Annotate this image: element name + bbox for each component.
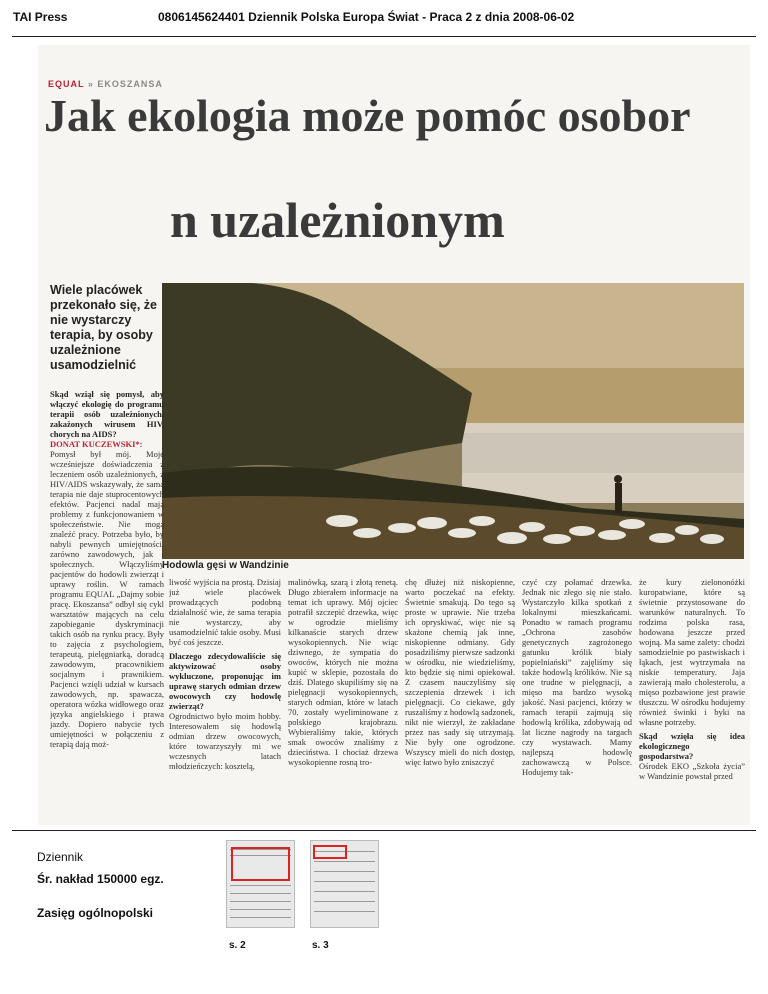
section-separator: »: [84, 79, 98, 89]
lead-text: Wiele placówek przekonało się, że nie wystarczy terapia, by osoby uzależnione usamodzielnić: [50, 283, 157, 372]
headline-line-2: n uzależnionym: [170, 192, 505, 248]
section-brand: EQUAL: [48, 79, 85, 89]
article-column-5: [522, 577, 632, 821]
reach: Zasięg ogólnopolski: [37, 906, 154, 920]
circulation: Śr. nakład 150000 egz.: [37, 872, 164, 886]
interview-question-1: Skąd wziął się pomysł, aby włączyć ekologię do programu terapii osób uzależnionych, zakażonych wirusem HIV, chorych na AIDS?: [50, 389, 164, 439]
interviewee-name: DONAT KUCZEWSKI*:: [50, 439, 143, 449]
photo-caption: Hodowla gęsi w Wandzinie: [162, 560, 289, 571]
geese-photo: [162, 283, 744, 559]
column-2-text-2: Ogrodnictwo było moim hobby. Interesowałem się hodowlą odmian drzew owocowych, które towarzyszyły mi we wczesnych latach młodzieńczych: kosztelą,: [169, 711, 281, 771]
column-5-text: czyć czy połamać drzewka. Jednak nic złego się nie stało. Wystarczyło kilka spotkań z lokalnymi mieszkańcami. Ponadto w ramach programu „Ochrona zasobów genetycznych zagrożonego gatunku królik biały popielniański” zajęliśmy się także hodowlą królików. Nie są one trudne w pielęgnacji, a mięso ma bardzo wysoką jakość. Nasi pacjenci, którzy w ramach terapii zajmują się hodowlą królika, zdobywają od lat liczne nagrody na targach czy wystawach. Mamy najlepszą hodowlę zachowawczą w Polsce. Hodujemy tak-: [522, 577, 632, 777]
section-name: EKOSZANSA: [97, 79, 163, 89]
footer-rule: [12, 830, 756, 831]
publication-type: Dziennik: [37, 850, 84, 864]
article-column-4: [405, 577, 515, 821]
interview-question-3: Skąd wzięła się idea ekologicznego gospodarstwa?: [639, 731, 745, 761]
article-column-2: [169, 577, 281, 821]
article-highlight-mark: [313, 845, 347, 859]
column-6-text-2: Ośrodek EKO „Szkoła życia” w Wandzinie powstał przed: [639, 761, 745, 781]
page-label-3: s. 3: [312, 940, 329, 951]
column-3-text: malinówką, szarą i złotą renetą. Długo zbierałem informacje na temat ich uprawy. Mój ojciec potrafił szczepić drzewka, więc w ogrodzie mieliśmy kilkanaście starych drzew wysokopiennych. Nie wiąc dziwnego, że sympatia do owoców, których nie można kupić w sklepie, pozostała do dziś. Dlatego skupiliśmy się na pielęgnacji wysokopiennych, starych odmian, które w latach 70. zostały wyeliminowane z polskiego krajobrazu. Wybieraliśmy takie, których smak owoców znaliśmy z dzieciństwa. I chociaż drzewa wysokopienne rosną tro-: [288, 577, 398, 767]
press-clipping: [38, 45, 750, 825]
article-column-1: [50, 389, 164, 821]
article-highlight-mark: [231, 847, 290, 881]
column-1-text: Pomysł był mój. Moje wcześniejsze doświadczenia z leczeniem osób uzależnionych, z HIV/AIDS wskazywały, że sama terapia nie daje stuprocentowych efektów. Pacjenci nadal mają problemy z funkcjonowaniem w społeczeństwie. Nie mogą znaleźć pracy. Potrzeba było, by nabyli pewnych umiejętności, zarówno zawodowych, jak i społecznych. Włączyliśmy pacjentów do hodowli zwierząt i uprawy roślin. W ramach programu EQUAL „Dajmy sobie pracę. Ekoszansa” odbył się cykl warsztatów mających na celu zapobieganie dyskryminacji takich osób na rynku pracy. Były to zajęcia z psychologiem, terapeutą, pielęgniarką, doradcą zawodowym, pracownikiem socjalnym i prawnikiem. Pacjenci wzięli udział w kursach zawodowych, np. spawacza, operatora wózka widłowego oraz języka angielskiego i prawa jazdy. Dopiero nabycie tych umiejętności w połączeniu z terapią dają moż-: [50, 449, 164, 749]
column-4-text: chę dłużej niż niskopienne, warto poczekać na efekty. Świetnie smakują. Do tego są proste w uprawie. Nie trzeba ich opryskiwać, więc nie są skażone chemią jak inne, niskopienne odmiany. Gdy posadziliśmy pierwsze sadzonki w ośrodku, nie wiedzieliśmy, kto będzie się nimi opiekował. Z czasem nauczyliśmy się szczepienia drzewek i ich pielęgnacji. Co ciekawe, gdy ruszaliśmy z hodowlą sadzonek, nikt nie wierzył, że zakładane przez nas sady się utrzymają. Nie były one ogrodzone. Wszyscy mieli do nich dostęp, więc łatwo było zniszczyć: [405, 577, 515, 767]
article-column-6: [639, 577, 745, 821]
article-column-3: [288, 577, 398, 821]
header-rule: [12, 36, 756, 37]
source-label: TAI Press: [13, 10, 68, 24]
section-label: [48, 79, 163, 89]
document-meta: 0806145624401 Dziennik Polska Europa Świat - Praca 2 z dnia 2008-06-02: [158, 10, 575, 24]
column-6-text: że kury zielononóżki kuropatwiane, które są świetnie przystosowane do warunków naturalnych. To rodzima polska rasa, hodowana jeszcze przed wojną. Ma same zalety: chodzi samodzielnie po pastwiskach i łąkach, jest wytrzymała na niskie temperatury. Jaja zawierają mało cholesterolu, a mięso pozbawione jest prawie tłuszczu. W ośrodku hodujemy również świnki i byki na własne potrzeby.: [639, 577, 745, 727]
page-label-2: s. 2: [229, 940, 246, 951]
page-thumbnail-3[interactable]: [310, 840, 379, 928]
interview-question-2: Dlaczego zdecydowaliście się aktywizować osoby wykluczone, proponując im uprawę starych odmian drzew owocowych czy hodowlę zwierząt?: [169, 651, 281, 711]
column-2-text: liwość wyjścia na prostą. Dzisiaj już wiele placówek prowadzących podobną działalność wie, że sama terapia nie wystarczy, aby usamodzielnić takie osoby. Musi być coś jeszcze.: [169, 577, 281, 647]
page-thumbnail-2[interactable]: [226, 840, 295, 928]
headline-line-1: Jak ekologia może pomóc osobor: [44, 90, 691, 141]
geese-photo-illustration: [162, 283, 744, 559]
